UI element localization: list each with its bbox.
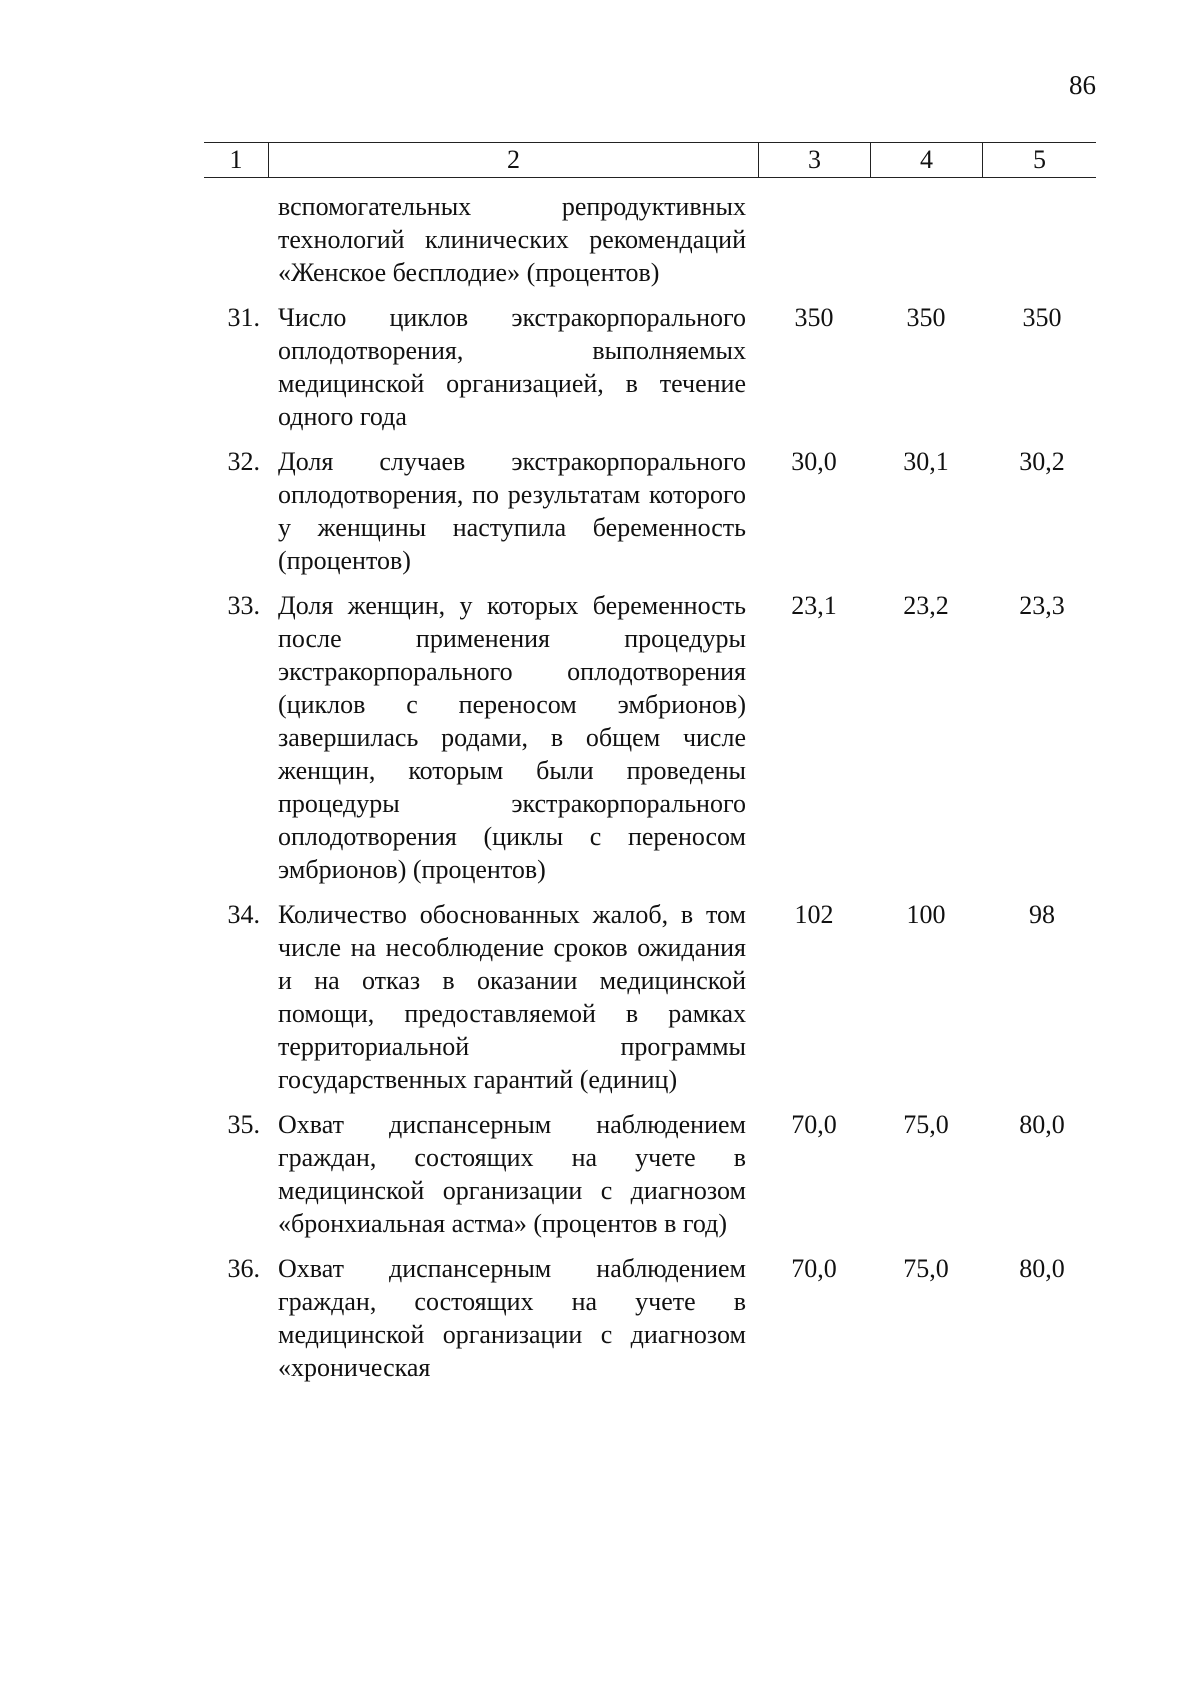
table-row [204, 1108, 1096, 1240]
column-header: 5 [982, 143, 1096, 177]
value-col-3: 70,0 [791, 1254, 837, 1283]
column-header: 1 [229, 145, 243, 174]
indicator-text: Охват диспансерным наблюдением граждан, состоящих на учете в медицинской организации с диагнозом «хроническая [278, 1254, 746, 1382]
value-col-3: 30,0 [791, 447, 837, 476]
table-row [204, 301, 1096, 433]
table-row [204, 898, 1096, 1096]
row-number: 31. [227, 303, 260, 332]
value-col-5: 80,0 [1019, 1254, 1065, 1283]
table-header-row [204, 142, 1096, 178]
value-col-5: 30,2 [1019, 447, 1065, 476]
value-col-4: 75,0 [903, 1254, 949, 1283]
value-col-3: 350 [794, 303, 834, 332]
table-row [204, 190, 1096, 289]
row-number: 32. [227, 447, 260, 476]
value-col-3: 70,0 [791, 1110, 837, 1139]
column-header: 2 [268, 143, 758, 177]
value-col-4 [870, 190, 982, 289]
page-number: 86 [1069, 70, 1096, 100]
value-col-5: 350 [1022, 303, 1062, 332]
value-col-3: 102 [794, 900, 834, 929]
value-col-5: 80,0 [1019, 1110, 1065, 1139]
indicator-text: Количество обоснованных жалоб, в том числе на несоблюдение сроков ожидания и на отказ в оказании медицинской помощи, предоставляемой в рамках территориальной программы государственных гарантий (единиц) [278, 900, 746, 1094]
value-col-4: 350 [906, 303, 946, 332]
row-number [204, 190, 268, 289]
indicators-table [204, 142, 1096, 1384]
row-number: 35. [227, 1110, 260, 1139]
row-number: 36. [227, 1254, 260, 1283]
table-row [204, 1252, 1096, 1384]
indicator-text: Охват диспансерным наблюдением граждан, состоящих на учете в медицинской организации с диагнозом «бронхиальная астма» (процентов в год) [278, 1110, 746, 1238]
row-number: 33. [227, 591, 260, 620]
value-col-3: 23,1 [791, 591, 837, 620]
value-col-5: 23,3 [1019, 591, 1065, 620]
table-row [204, 445, 1096, 577]
indicator-text: Доля женщин, у которых беременность после применения процедуры экстракорпорального оплодотворения (циклов с переносом эмбрионов) завершилась родами, в общем числе женщин, которым были проведены процедуры экстракорпорального оплодотворения (циклы с переносом эмбрионов) (процентов) [278, 591, 746, 884]
value-col-4: 100 [906, 900, 946, 929]
value-col-4: 75,0 [903, 1110, 949, 1139]
value-col-3 [758, 190, 870, 289]
indicator-text: Число циклов экстракорпорального оплодотворения, выполняемых медицинской организацией, в течение одного года [278, 303, 746, 431]
indicator-text: Доля случаев экстракорпорального оплодотворения, по результатам которого у женщины наступила беременность (процентов) [278, 447, 746, 575]
value-col-4: 23,2 [903, 591, 949, 620]
column-header: 4 [870, 143, 982, 177]
value-col-5 [982, 190, 1096, 289]
value-col-4: 30,1 [903, 447, 949, 476]
indicator-text: вспомогательных репродуктивных технологий клинических рекомендаций «Женское бесплодие» (процентов) [278, 192, 746, 287]
column-header: 3 [758, 143, 870, 177]
value-col-5: 98 [1029, 900, 1055, 929]
row-number: 34. [227, 900, 260, 929]
table-row [204, 589, 1096, 886]
